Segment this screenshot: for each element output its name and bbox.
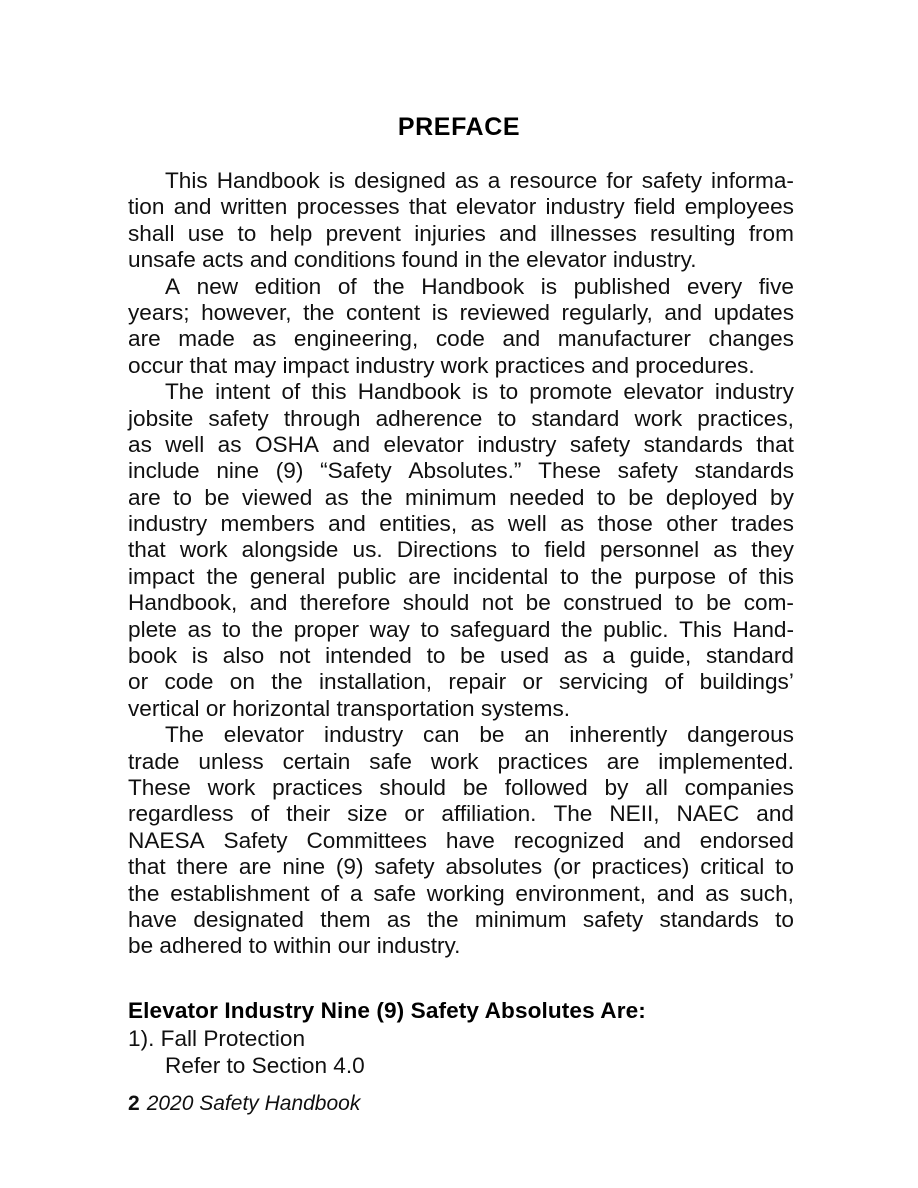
text-word: purpose	[634, 563, 717, 589]
text-word: as	[713, 537, 738, 563]
text-word: designated	[193, 906, 304, 932]
text-line	[128, 537, 794, 563]
text-word: are	[128, 326, 161, 352]
text-word: unless	[198, 748, 264, 774]
text-word: through	[283, 405, 361, 431]
text-word: nine	[282, 854, 326, 880]
text-word: new	[196, 273, 239, 299]
text-line	[128, 300, 794, 326]
text-word: jobsite	[128, 405, 194, 431]
text-line	[128, 828, 794, 854]
text-line: unsafe acts and conditions found in the elevator industry.	[128, 247, 697, 273]
text-line: occur that may impact industry work practices and procedures.	[128, 352, 755, 378]
text-line: vertical or horizontal transportation systems.	[128, 695, 571, 721]
text-word: be	[706, 590, 732, 616]
text-word: “Safety	[320, 458, 392, 484]
text-word: standards	[694, 458, 794, 484]
text-word: deployed	[665, 484, 758, 510]
text-word: to	[775, 906, 794, 932]
text-word: as	[217, 431, 242, 457]
text-word: designed	[354, 168, 446, 193]
text-word: intended	[325, 643, 412, 669]
text-word: or	[128, 669, 149, 695]
text-word: industry	[714, 379, 794, 405]
text-word: such,	[739, 880, 794, 906]
text-word: safety	[617, 458, 678, 484]
text-word: working	[426, 880, 505, 906]
text-word: to	[511, 537, 531, 563]
text-word: a	[349, 880, 363, 906]
text-word: this	[311, 379, 347, 405]
text-word: be	[204, 484, 230, 510]
text-word: therefore	[299, 590, 391, 616]
text-word: the	[303, 299, 335, 325]
text-word: safe	[373, 880, 417, 906]
text-word: absolutes	[445, 854, 543, 880]
text-word: have	[445, 827, 495, 853]
text-word: field	[544, 537, 586, 563]
text-word: on	[229, 669, 255, 695]
text-word: include	[128, 458, 200, 484]
text-word: reviewed	[459, 299, 550, 325]
text-word: NAEC	[676, 801, 740, 827]
text-word: published	[573, 273, 671, 299]
text-line	[128, 907, 794, 933]
text-word: content	[346, 299, 421, 325]
text-word: impact	[128, 563, 195, 589]
text-word: be	[462, 774, 488, 800]
text-word: safety	[641, 168, 703, 193]
text-line	[128, 669, 794, 695]
text-word: the	[251, 616, 284, 642]
text-word: edition	[254, 273, 322, 299]
text-word: an	[524, 722, 550, 748]
page-title: PREFACE	[397, 113, 521, 141]
text-word: are	[238, 854, 272, 880]
text-word: a	[487, 168, 501, 193]
text-word: Handbook	[216, 168, 320, 193]
text-word: This	[165, 168, 208, 193]
text-word: not	[278, 643, 311, 669]
text-word: and	[499, 220, 537, 246]
text-word: also	[222, 643, 265, 669]
text-word: book	[128, 643, 177, 669]
text-word: affiliation.	[441, 801, 537, 827]
text-word: shall	[128, 220, 175, 246]
text-word: regardless	[128, 801, 234, 827]
text-word: every	[686, 273, 743, 299]
text-word: servicing	[558, 669, 649, 695]
text-word: that	[756, 431, 794, 457]
text-word: engineering,	[293, 326, 419, 352]
text-word: to	[426, 643, 446, 669]
text-line	[128, 432, 794, 458]
text-line	[128, 406, 794, 432]
text-word: illnesses	[550, 220, 637, 246]
body-text-column	[128, 168, 794, 960]
text-word: Safety	[223, 827, 288, 853]
text-word: the	[206, 563, 238, 589]
text-word: of	[250, 801, 270, 827]
safety-absolutes-block	[128, 996, 794, 1079]
text-word: elevator	[223, 722, 305, 748]
text-word: as	[187, 616, 212, 642]
text-word: for	[606, 168, 633, 193]
text-line: be adhered to within our industry.	[128, 933, 461, 959]
text-word: safe	[369, 748, 412, 774]
text-word: practices,	[697, 405, 794, 431]
text-word: standards	[643, 431, 743, 457]
text-word: not	[481, 590, 514, 616]
text-word: industry	[128, 511, 208, 537]
text-line	[128, 801, 794, 827]
text-word: critical	[700, 854, 765, 880]
text-word: to	[237, 220, 257, 246]
text-word: The	[553, 801, 593, 827]
text-word: establishment	[170, 880, 310, 906]
text-word: their	[286, 801, 331, 827]
text-word: to	[173, 484, 192, 510]
text-word: safety	[569, 431, 631, 457]
text-word: public	[337, 563, 397, 589]
text-word: to	[775, 854, 794, 880]
text-word: is	[191, 643, 209, 669]
text-word: companies	[684, 774, 794, 800]
text-word: that	[408, 194, 447, 220]
text-line	[128, 775, 794, 801]
text-word: OSHA	[254, 431, 319, 457]
body-paragraph	[128, 722, 794, 960]
text-word: safety	[208, 405, 269, 431]
text-word: dangerous	[687, 722, 794, 748]
text-word: them	[320, 906, 371, 932]
text-word: elevator	[383, 431, 464, 457]
text-word: com-	[743, 590, 794, 616]
text-word: proper	[293, 616, 360, 642]
text-word: personnel	[599, 537, 700, 563]
text-line	[128, 168, 794, 194]
text-line	[128, 458, 794, 484]
text-word: as	[560, 511, 585, 537]
text-word: elevator	[623, 379, 704, 405]
text-word: installation,	[319, 669, 433, 695]
text-word: manufacturer	[557, 326, 691, 352]
text-word: the	[427, 906, 459, 932]
text-word: members	[220, 511, 315, 537]
text-word: as	[252, 326, 277, 352]
text-word: certain	[282, 748, 351, 774]
text-word: buildings’	[699, 669, 794, 695]
text-word: have	[128, 906, 177, 932]
text-word: work	[430, 748, 479, 774]
text-word: to	[499, 379, 519, 405]
text-word: minimum	[474, 906, 567, 932]
text-word: guide,	[629, 643, 692, 669]
text-word: is	[431, 299, 449, 325]
text-word: us.	[352, 537, 383, 563]
text-word: (9)	[335, 854, 364, 880]
text-word: code	[164, 669, 214, 695]
text-word: and	[756, 801, 794, 827]
text-word: and	[656, 880, 695, 906]
footer-page-number: 2	[128, 1092, 140, 1115]
text-word: inherently	[569, 722, 668, 748]
text-line	[128, 326, 794, 352]
text-word: followed	[504, 774, 588, 800]
text-word: by	[770, 484, 794, 510]
text-word: of	[664, 669, 684, 695]
text-word: Handbook,	[128, 590, 238, 616]
text-word: this	[758, 563, 794, 589]
text-word: elevator	[455, 194, 537, 220]
text-word: NEII,	[609, 801, 660, 827]
text-word: is	[328, 168, 346, 193]
text-word: needed	[509, 484, 585, 510]
text-word: industry	[477, 431, 557, 457]
text-word: standard	[705, 643, 794, 669]
text-word: NAESA	[128, 827, 205, 853]
text-word: be	[525, 590, 551, 616]
text-word: intent	[215, 379, 271, 405]
body-paragraph	[128, 168, 794, 274]
text-word: the	[361, 484, 393, 510]
safety-absolutes-heading: Elevator Industry Nine (9) Safety Absolutes Are:	[128, 998, 646, 1023]
text-line	[128, 881, 794, 907]
text-word: safeguard	[449, 616, 551, 642]
text-word: well	[165, 431, 205, 457]
text-word: is	[540, 273, 558, 299]
text-word: that	[128, 854, 166, 880]
text-word: of	[728, 563, 747, 589]
text-word: size	[347, 801, 388, 827]
text-word: These	[538, 458, 601, 484]
text-word: the	[561, 616, 593, 642]
text-word: nine	[216, 458, 260, 484]
text-word: is	[471, 379, 489, 405]
text-word: by	[604, 774, 629, 800]
text-line	[128, 274, 794, 300]
text-word: to	[497, 405, 517, 431]
text-word: (9)	[275, 458, 304, 484]
text-word: resource	[509, 168, 598, 193]
text-word: as	[128, 431, 152, 457]
text-line	[128, 564, 794, 590]
text-word: are	[128, 484, 161, 510]
text-word: prevent	[325, 220, 401, 246]
text-line	[128, 722, 794, 748]
text-line	[128, 379, 794, 405]
text-word: they	[751, 537, 794, 563]
text-word: as	[386, 906, 411, 932]
text-line	[128, 749, 794, 775]
text-word: Committees	[306, 827, 427, 853]
text-line	[128, 511, 794, 537]
text-word: from	[748, 220, 794, 246]
text-word: years;	[128, 299, 190, 325]
text-word: promote	[529, 379, 613, 405]
text-word: Directions	[396, 537, 498, 563]
text-word: informa-	[711, 168, 794, 193]
text-word: Handbook	[421, 273, 525, 299]
text-word: This	[679, 616, 722, 642]
text-word: Absolutes.”	[408, 458, 522, 484]
text-word: processes	[296, 194, 400, 220]
page-footer	[128, 1091, 794, 1117]
text-word: field	[633, 194, 676, 220]
text-word: and	[249, 590, 288, 616]
text-word: a	[602, 643, 615, 669]
text-word: way	[369, 616, 410, 642]
text-word: other	[666, 511, 718, 537]
text-word: help	[269, 220, 313, 246]
text-word: standards	[659, 906, 759, 932]
text-line	[128, 221, 794, 247]
text-word: implemented.	[658, 748, 794, 774]
text-word: minimum	[405, 484, 497, 510]
text-word: Handbook	[357, 379, 461, 405]
text-word: use	[187, 220, 225, 246]
text-word: and	[173, 194, 212, 220]
text-line	[128, 485, 794, 511]
text-word: well	[507, 511, 547, 537]
text-word: as	[470, 511, 495, 537]
text-word: practices	[272, 774, 363, 800]
text-word: injuries	[414, 220, 486, 246]
text-word: there	[176, 854, 229, 880]
text-word: viewed	[242, 484, 313, 510]
text-line	[128, 617, 794, 643]
text-line	[128, 590, 794, 616]
text-word: and	[332, 431, 371, 457]
text-word: or	[522, 669, 543, 695]
text-word: of	[337, 273, 357, 299]
text-word: of	[320, 880, 340, 906]
text-word: to	[674, 590, 694, 616]
body-paragraph	[128, 274, 794, 380]
text-word: practices	[497, 748, 588, 774]
text-line	[128, 643, 794, 669]
text-word: recognized	[513, 827, 625, 853]
safety-absolutes-list	[128, 1025, 794, 1079]
text-word: tion	[128, 194, 165, 220]
text-word: plete	[128, 616, 177, 642]
text-word: can	[423, 722, 460, 748]
text-word: to	[222, 616, 241, 642]
text-word: practices)	[591, 854, 690, 880]
text-word: alongside	[241, 537, 339, 563]
text-word: as	[563, 643, 588, 669]
text-word: and	[643, 827, 681, 853]
text-word: general	[249, 563, 326, 589]
text-word: entities,	[379, 511, 458, 537]
text-word: trade	[128, 748, 180, 774]
text-word: to	[596, 484, 616, 510]
text-word: those	[597, 511, 653, 537]
text-word: the	[128, 880, 160, 906]
text-word: resulting	[650, 220, 736, 246]
text-word: These	[128, 774, 191, 800]
text-word: as	[324, 484, 349, 510]
text-word: industry	[324, 722, 404, 748]
text-word: public.	[603, 616, 669, 642]
text-word: made	[178, 326, 235, 352]
body-paragraph	[128, 379, 794, 722]
text-word: however,	[201, 299, 292, 325]
text-word: the	[591, 563, 623, 589]
text-word: regularly,	[561, 299, 653, 325]
text-word: code	[435, 326, 485, 352]
text-word: repair	[448, 669, 507, 695]
text-word: and	[502, 326, 541, 352]
text-word: work	[634, 405, 683, 431]
text-word: be	[460, 643, 486, 669]
text-word: work	[207, 774, 256, 800]
text-word: (or	[552, 854, 581, 880]
text-word: and	[664, 299, 703, 325]
text-word: trades	[731, 511, 794, 537]
text-word: endorsed	[699, 827, 794, 853]
text-word: be	[628, 484, 654, 510]
text-word: The	[165, 722, 204, 748]
text-word: updates	[713, 299, 794, 325]
text-word: to	[420, 616, 440, 642]
text-word: five	[758, 273, 794, 299]
text-word: of	[281, 379, 301, 405]
safety-absolute-item: 1). Fall Protection	[128, 1026, 306, 1051]
text-word: adherence	[375, 405, 483, 431]
text-word: standard	[531, 405, 620, 431]
text-word: The	[165, 379, 204, 405]
text-word: incidental	[452, 563, 549, 589]
text-word: be	[479, 722, 505, 748]
text-word: employees	[684, 194, 794, 220]
text-word: and	[328, 511, 366, 537]
text-word: A	[165, 273, 181, 299]
text-word: Hand-	[732, 616, 794, 642]
text-word: as	[454, 168, 479, 193]
text-word: should	[402, 590, 470, 616]
text-word: environment,	[515, 880, 647, 906]
safety-absolute-reference: Refer to Section 4.0	[165, 1053, 365, 1078]
text-word: all	[645, 774, 668, 800]
text-line	[128, 854, 794, 880]
footer-document-title: 2020 Safety Handbook	[146, 1092, 361, 1115]
text-word: that	[128, 537, 166, 563]
text-word: written	[220, 194, 288, 220]
text-word: the	[373, 273, 405, 299]
text-word: as	[705, 880, 730, 906]
text-word: are	[606, 748, 640, 774]
text-word: safety	[374, 854, 435, 880]
text-word: safety	[582, 906, 644, 932]
text-word: construed	[563, 590, 663, 616]
text-word: are	[408, 563, 441, 589]
text-word: the	[271, 669, 303, 695]
text-word: or	[404, 801, 425, 827]
text-word: work	[179, 537, 228, 563]
text-word: industry	[545, 194, 625, 220]
text-word: used	[500, 643, 550, 669]
text-word: changes	[708, 326, 794, 352]
text-word: to	[560, 563, 580, 589]
text-line	[128, 194, 794, 220]
text-word: should	[379, 774, 446, 800]
